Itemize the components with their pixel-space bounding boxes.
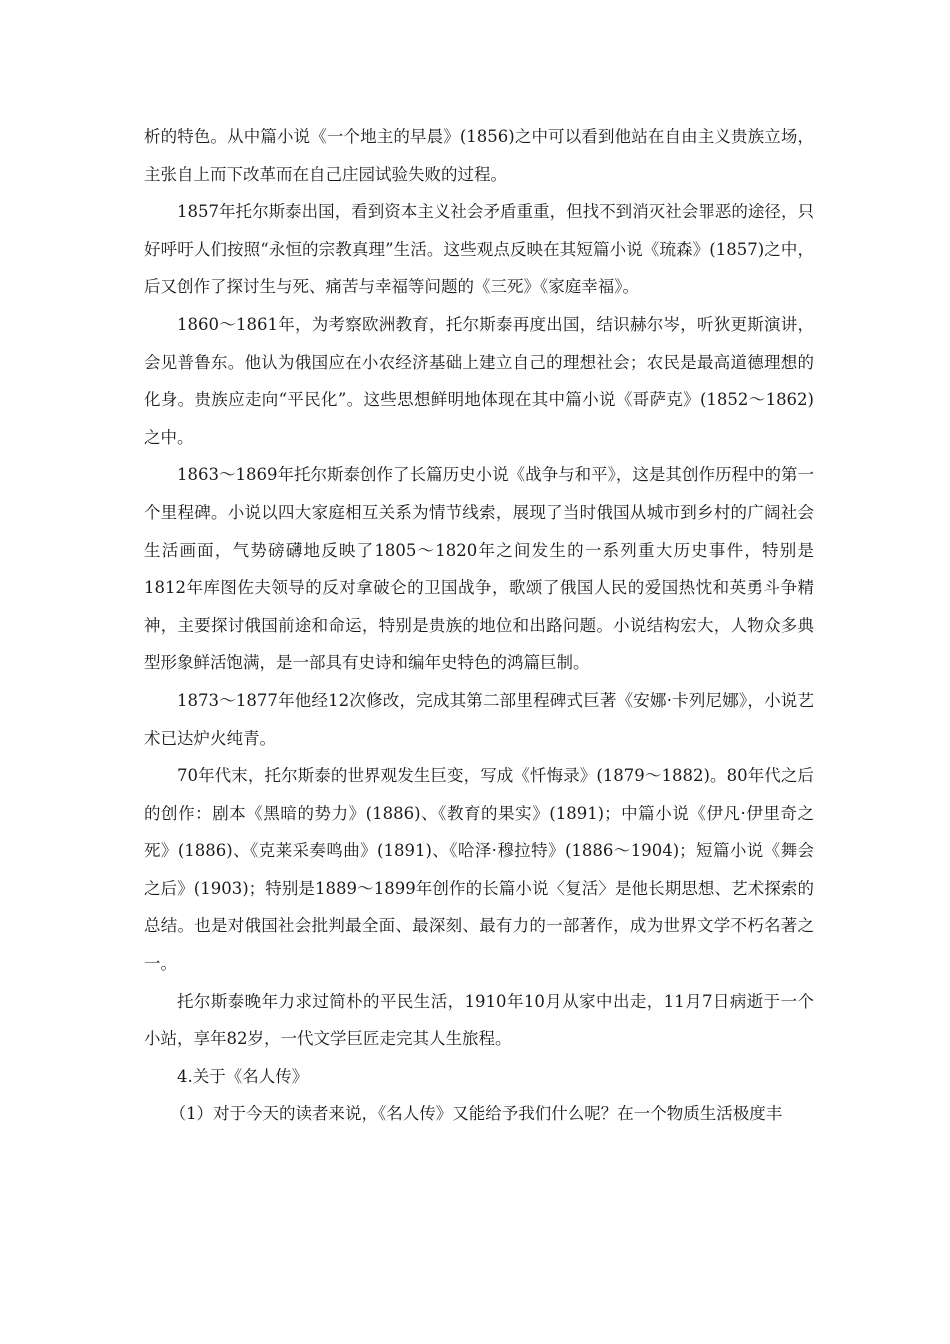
paragraph-1873: 1873～1877年他经12次修改，完成其第二部里程碑式巨著《安娜·卡列尼娜》，小说艺术已达炉火纯青。 <box>144 690 814 748</box>
section-heading: 4.关于《名人传》 <box>177 1066 309 1086</box>
sub-item-1: （1）对于今天的读者来说，《名人传》又能给予我们什么呢？在一个物质生活极度丰 <box>169 1104 783 1124</box>
paragraph-70s: 70年代末，托尔斯泰的世界观发生巨变，写成《忏悔录》(1879～1882)。80年代之后的创作：剧本《黑暗的势力》(1886)、《教育的果实》(1891)；中篇小说《伊凡·伊里奇之死》(1886)、《克莱采奏鸣曲》(1891)、《哈泽·穆拉特》(1886～1904)；短篇小说《舞会之后》(1903)；特别是1889～1899年创作的长篇小说〈复活〉是他长期思想、艺术探索的总结。也是对俄国社会批判最全面、最深刻、最有力的一部著作，成为世界文学不朽名著之一。 <box>144 766 814 974</box>
paragraph-continuation: 析的特色。从中篇小说《一个地主的早晨》(1856)之中可以看到他站在自由主义贵族立场，主张自上而下改革而在自己庄园试验失败的过程。 <box>144 127 814 184</box>
paragraph-1860: 1860～1861年，为考察欧洲教育，托尔斯泰再度出国，结识赫尔岑，听狄更斯演讲，会见普鲁东。他认为俄国应在小农经济基础上建立自己的理想社会；农民是最高道德理想的化身。贵族应走向“平民化”。这些思想鲜明地体现在其中篇小说《哥萨克》(1852～1862)之中。 <box>144 314 814 447</box>
paragraph-late-years: 托尔斯泰晚年力求过简朴的平民生活，1910年10月从家中出走，11月7日病逝于一个小站，享年82岁，一代文学巨匠走完其人生旅程。 <box>144 991 814 1049</box>
paragraph-1863: 1863～1869年托尔斯泰创作了长篇历史小说《战争与和平》，这是其创作历程中的第一个里程碑。小说以四大家庭相互关系为情节线索，展现了当时俄国从城市到乡村的广阔社会生活画面，气势磅礴地反映了1805～1820年之间发生的一系列重大历史事件，特别是1812年库图佐夫领导的反对拿破仑的卫国战争，歌颂了俄国人民的爱国热忱和英勇斗争精神，主要探讨俄国前途和命运，特别是贵族的地位和出路问题。小说结构宏大，人物众多典型形象鲜活饱满，是一部具有史诗和编年史特色的鸿篇巨制。 <box>144 465 814 673</box>
paragraph-1857: 1857年托尔斯泰出国，看到资本主义社会矛盾重重，但找不到消灭社会罪恶的途径，只好呼吁人们按照“永恒的宗教真理”生活。这些观点反映在其短篇小说《琉森》(1857)之中，后又创作了探讨生与死、痛苦与幸福等问题的《三死》《家庭幸福》。 <box>144 202 814 297</box>
document-body <box>144 118 814 1133</box>
